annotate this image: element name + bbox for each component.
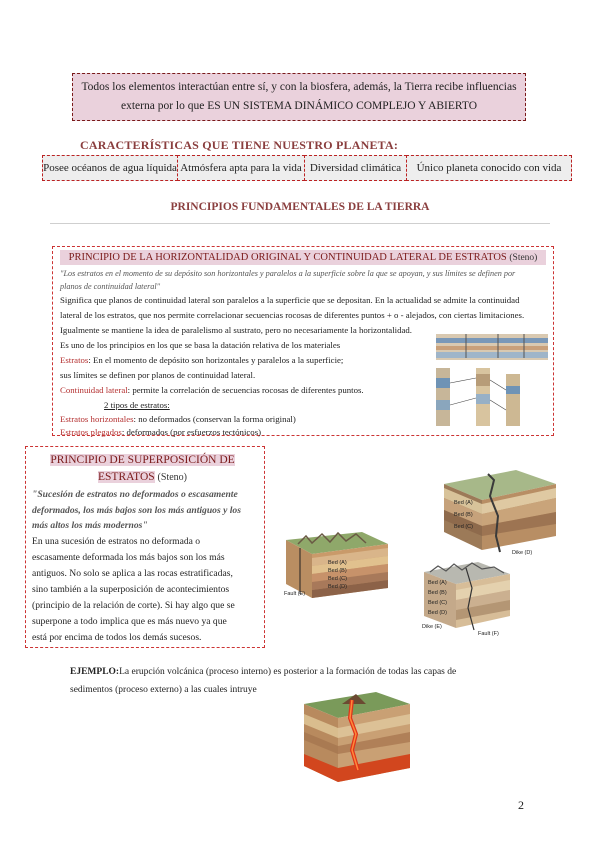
horizontality-title: [60, 250, 546, 265]
label-bed-d-3: Bed (D): [428, 610, 447, 616]
superposition-quote-1: "Sucesión de estratos no deformados o escasamente: [32, 489, 238, 500]
superposition-text-1: En una sucesión de estratos no deformada o: [32, 536, 201, 547]
horizontality-paragraph-4: Es uno de los principios en los que se basa la datación relativa de los materiales: [60, 340, 341, 350]
horizontal-strata-text: : no deformados (conservan la forma original): [133, 414, 296, 424]
characteristic-item: Posee océanos de agua líquida: [42, 155, 178, 181]
characteristic-item: Diversidad climática: [304, 155, 407, 181]
label-bed-c: Bed (C): [328, 576, 347, 582]
example-text-1: La erupción volcánica (proceso interno) es posterior a la formación de todas las capas de: [119, 667, 457, 677]
example-label: EJEMPLO:: [70, 667, 120, 677]
strata-definition-2: sus límites se definen por planos de continuidad lateral.: [60, 370, 256, 380]
block-diagram-dike: [438, 466, 560, 556]
label-fault-e-box: [284, 586, 324, 598]
horizontality-paragraph-3: Igualmente se mantiene la idea de paralelismo al sustrato, pero no necesariamente la horizontalidad.: [60, 325, 412, 335]
superposition-text-6: superpone a todo implica que es más nuevo ya que: [32, 616, 227, 627]
principles-title: PRINCIPIOS FUNDAMENTALES DE LA TIERRA: [170, 201, 430, 213]
intro-line-2: [73, 97, 525, 116]
superposition-text-4: sino también a la superposición de acontecimientos: [32, 584, 230, 595]
intro-line-2-start: externa por lo que: [120, 100, 208, 112]
superposition-title-line-2: ESTRATOS: [98, 471, 155, 483]
label-bed-a: Bed (A): [328, 560, 347, 566]
label-bed-b-3: Bed (B): [428, 590, 447, 596]
block-diagram-intrusion: [420, 558, 516, 638]
horizontal-strata-label: Estratos horizontales: [60, 414, 134, 424]
strata-label: Estratos: [60, 355, 89, 365]
continuity-label: Continuidad lateral: [60, 385, 128, 395]
folded-strata: [60, 427, 261, 438]
label-bed-b: Bed (B): [328, 568, 347, 574]
example-line-1: [70, 663, 456, 681]
characteristic-item: Único planeta conocido con vida: [406, 155, 572, 181]
label-dike-d: Dike (D): [512, 550, 533, 556]
strata-definition: [60, 353, 343, 368]
superposition-quote-3: más altos los más modernos": [32, 520, 148, 531]
horizontality-author: (Steno): [509, 253, 538, 263]
folded-strata-label: Estratos plegados: [60, 427, 122, 437]
label-dike-e: Dike (E): [422, 624, 442, 630]
superposition-title: [40, 452, 245, 486]
strata-text: : En el momento de depósito son horizontales y paralelos a la superficie;: [88, 355, 344, 365]
continuity-text: : permite la correlación de secuencias rocosas de diferentes puntos.: [127, 385, 364, 395]
example-line-2: sedimentos (proceso externo) a las cuales intruye: [70, 685, 257, 695]
superposition-author: (Steno): [157, 472, 187, 483]
strata-correlation-illustration: [436, 328, 549, 432]
characteristics-title: CARACTERÍSTICAS QUE TIENE NUESTRO PLANETA:: [80, 138, 399, 152]
horizontality-title-text: PRINCIPIO DE LA HORIZONTALIDAD ORIGINAL Y CONTINUIDAD LATERAL DE ESTRATOS: [68, 252, 507, 263]
label-bed-c-3: Bed (C): [428, 600, 447, 606]
volcanic-intrusion-diagram: [300, 688, 414, 786]
horizontality-paragraph-2: lateral de los estratos, que nos permite correlacionar secuencias rocosas de diferentes puntos + o - alejados, con ciertas limitaciones.: [60, 310, 525, 320]
page-number: 2: [518, 798, 524, 812]
horizontality-quote-2: planos de continuidad lateral": [60, 282, 161, 291]
superposition-quote-2: deformados, los más bajos son los más antiguos y los: [32, 505, 241, 516]
characteristics-list: [42, 155, 572, 181]
strata-types-heading: 2 tipos de estratos:: [104, 400, 170, 410]
characteristic-item: Atmósfera apta para la vida: [177, 155, 305, 181]
folded-strata-text: : deformados (por esfuerzos tectónicos): [121, 427, 262, 437]
horizontality-paragraph-1: Significa que planos de continuidad lateral son paralelos a la superficie que se depositan. En la actualidad se admite la continuidad: [60, 295, 520, 305]
divider: [50, 223, 550, 224]
label-bed-c-2: Bed (C): [454, 524, 473, 530]
label-bed-a-2: Bed (A): [454, 500, 473, 506]
superposition-text-2: escasamente deformada los más bajos son los más: [32, 552, 225, 563]
label-fault-e: Fault (E): [284, 591, 306, 597]
intro-box: [72, 73, 526, 121]
horizontal-strata: [60, 412, 296, 427]
intro-line-1: Todos los elementos interactúan entre sí, y con la biosfera, además, la Tierra recibe influencias: [81, 81, 517, 93]
label-fault-f: Fault (F): [478, 631, 499, 637]
superposition-title-line-1: PRINCIPIO DE SUPERPOSICIÓN DE: [50, 454, 235, 466]
superposition-text-5: (principio de la relación de corte). Si hay algo que se: [32, 600, 235, 611]
label-bed-b-2: Bed (B): [454, 512, 473, 518]
intro-emphasis: ES UN SISTEMA DINÁMICO COMPLEJO Y ABIERTO: [207, 100, 477, 112]
label-bed-d: Bed (D): [328, 584, 347, 590]
horizontality-quote-1: "Los estratos en el momento de su depósito son horizontales y paralelos a la superficie sobre la que se apoyan, y sus límites se definen por: [60, 269, 516, 278]
superposition-text-3: antiguos. No solo se aplica a las rocas estratificadas,: [32, 568, 233, 579]
label-bed-a-3: Bed (A): [428, 580, 447, 586]
continuity-definition: [60, 383, 364, 398]
superposition-text-7: está por encima de todos los demás sucesos.: [32, 632, 202, 643]
